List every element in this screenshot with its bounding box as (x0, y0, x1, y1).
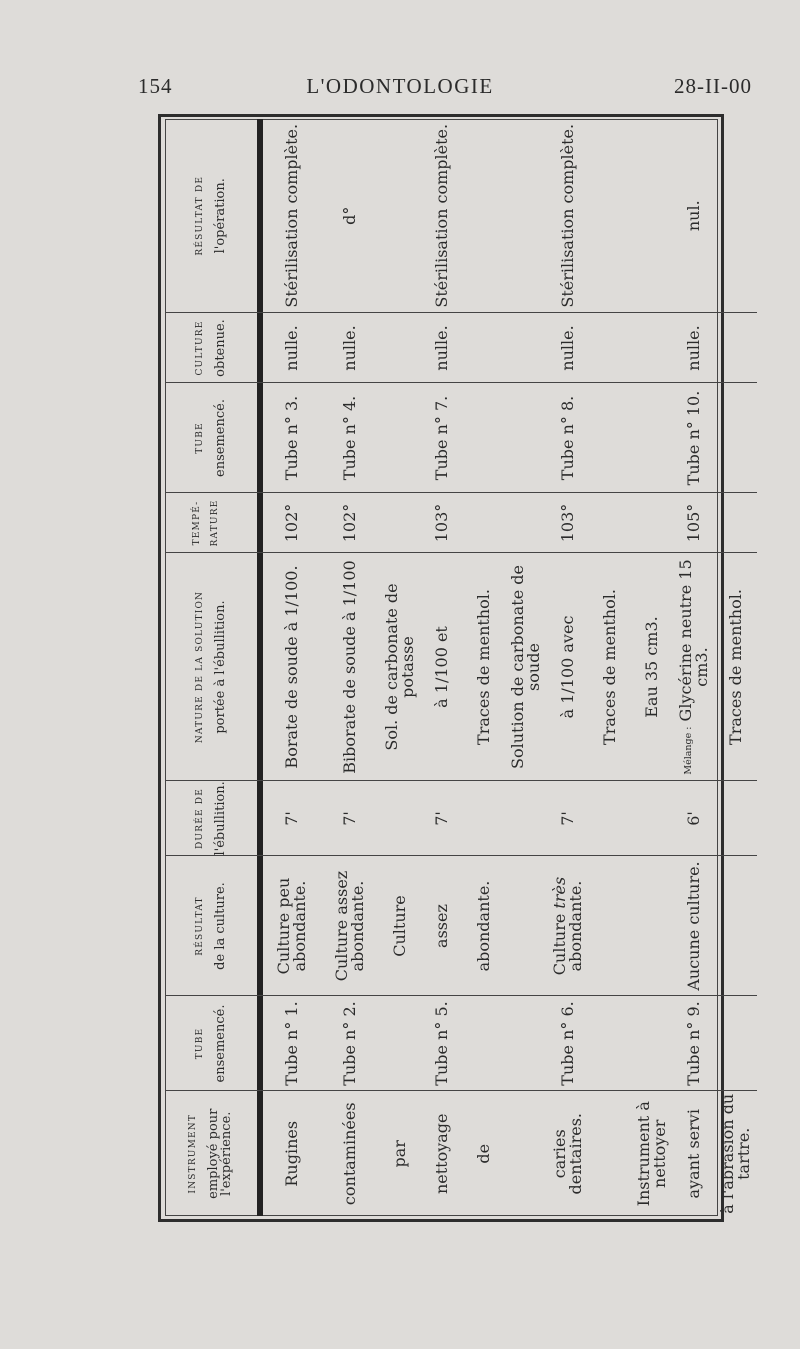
cell-solution: à 1/100 et (421, 553, 463, 781)
page-number: 154 (138, 74, 173, 98)
table-header-row (165, 119, 257, 1216)
rotated-table (165, 119, 753, 1216)
cell-tube2: Tube n° 7. (421, 383, 463, 493)
cell-solution: Solution de carbonate de soude (505, 553, 547, 781)
cell-duree: 7' (321, 781, 379, 856)
col-header-duree: DURÉE DE l'ébullition. (165, 781, 257, 856)
cell-instrument (589, 1091, 631, 1216)
col-header-culture: CULTURE obtenue. (165, 313, 257, 383)
cell-instrument: de (474, 1143, 493, 1164)
cell-resultat (505, 856, 547, 996)
cell-solution: Traces de menthol. (715, 553, 757, 781)
cell-resultat-op (463, 119, 505, 313)
cell-tube2 (463, 383, 505, 493)
cell-resultat-op: Stérilisation complète. (421, 119, 463, 313)
cell-instrument: nettoyage (432, 1113, 451, 1195)
cell-duree: 7' (421, 781, 463, 856)
cell-instrument: par (390, 1140, 409, 1168)
issue-date: 28-II-00 (674, 74, 752, 98)
cell-instrument: Rugines (282, 1120, 301, 1187)
table-row (631, 119, 673, 1216)
cell-culture: nulle. (547, 313, 589, 383)
cell-culture: nulle. (421, 313, 463, 383)
cell-temperature: 102° (321, 493, 379, 553)
table-row (463, 119, 505, 1216)
cell-tube: Tube n° 5. (421, 996, 463, 1091)
cell-tube2 (505, 383, 547, 493)
cell-resultat (715, 856, 757, 996)
cell-instrument: contaminées (340, 1102, 359, 1206)
cell-resultat (631, 856, 673, 996)
table-row (421, 119, 463, 1216)
cell-resultat: Culture (379, 856, 421, 996)
cell-resultat-op: nul. (673, 119, 715, 313)
cell-temperature (589, 493, 631, 553)
cell-instrument: ayant servi (684, 1109, 703, 1199)
emphasis-tres: très (550, 876, 569, 909)
cell-tube2: Tube n° 8. (547, 383, 589, 493)
cell-tube2: Tube n° 4. (321, 383, 379, 493)
cell-tube (631, 996, 673, 1091)
table-row (379, 119, 421, 1216)
table-row (547, 119, 589, 1216)
col-header-tube: TUBE ensemencé. (165, 996, 257, 1091)
cell-resultat: Culture très abondante. (547, 856, 589, 996)
cell-duree (631, 781, 673, 856)
cell-resultat-op: d° (321, 119, 379, 313)
cell-duree (505, 781, 547, 856)
cell-resultat-op: Stérilisation complète. (547, 119, 589, 313)
cell-resultat-op (505, 119, 547, 313)
cell-tube: Tube n° 2. (321, 996, 379, 1091)
cell-tube2 (589, 383, 631, 493)
cell-culture (715, 313, 757, 383)
table-row (505, 119, 547, 1216)
col-header-resultat-op: RÉSULTAT DE l'opération. (165, 119, 257, 313)
table-row (673, 119, 715, 1216)
mixture-label: Mélange : (683, 726, 694, 775)
col-header-instrument: INSTRUMENT employé pour l'expérience. (188, 1108, 234, 1199)
cell-resultat: abondante. (463, 856, 505, 996)
cell-culture: nulle. (673, 313, 715, 383)
cell-tube (589, 996, 631, 1091)
cell-culture: nulle. (321, 313, 379, 383)
cell-solution: Biborate de soude à 1/100 (321, 553, 379, 781)
cell-culture (463, 313, 505, 383)
cell-resultat: assez (421, 856, 463, 996)
cell-resultat-op: Stérilisation complète. (263, 119, 321, 313)
cell-instrument: caries dentaires. (550, 1113, 585, 1195)
cell-resultat: Aucune culture. (673, 856, 715, 996)
cell-duree (463, 781, 505, 856)
cell-tube2: Tube n° 3. (263, 383, 321, 493)
cell-tube (379, 996, 421, 1091)
cell-solution: Borate de soude à 1/100. (263, 553, 321, 781)
cell-solution: à 1/100 avec (547, 553, 589, 781)
cell-culture (505, 313, 547, 383)
cell-resultat: Culture peu abondante. (263, 856, 321, 996)
cell-temperature (463, 493, 505, 553)
cell-tube: Tube n° 1. (263, 996, 321, 1091)
table-row (263, 119, 321, 1216)
cell-tube2 (715, 383, 757, 493)
cell-duree: 6' (673, 781, 715, 856)
cell-tube2 (631, 383, 673, 493)
cell-temperature: 102° (263, 493, 321, 553)
cell-solution: Traces de menthol. (589, 553, 631, 781)
cell-resultat-op (631, 119, 673, 313)
cell-temperature (715, 493, 757, 553)
cell-solution: Traces de menthol. (463, 553, 505, 781)
cell-solution: Mélange : Glycérine neutre 15 cm3. (673, 553, 715, 781)
experiment-table (165, 119, 757, 1216)
cell-solution: Eau 35 cm3. (631, 553, 673, 781)
cell-instrument: à l'abrasion du tartre. (718, 1093, 753, 1214)
cell-temperature: 105° (673, 493, 715, 553)
table-row (589, 119, 631, 1216)
cell-duree: 7' (547, 781, 589, 856)
cell-duree: 7' (263, 781, 321, 856)
cell-resultat-op (589, 119, 631, 313)
col-header-temperature: TEMPÉ- RATURE (165, 493, 257, 553)
cell-temperature (631, 493, 673, 553)
cell-solution: Sol. de carbonate de potasse (379, 553, 421, 781)
col-header-resultat: RÉSULTAT de la culture. (165, 856, 257, 996)
cell-temperature (505, 493, 547, 553)
col-header-tube2: TUBE ensemencé. (165, 383, 257, 493)
cell-resultat (589, 856, 631, 996)
cell-tube2: Tube n° 10. (673, 383, 715, 493)
cell-culture (631, 313, 673, 383)
cell-tube: Tube n° 9. (673, 996, 715, 1091)
table-row (715, 119, 757, 1216)
col-header-solution: NATURE DE LA SOLUTION portée à l'ébullition. (165, 553, 257, 781)
cell-tube (463, 996, 505, 1091)
cell-tube2 (379, 383, 421, 493)
cell-culture (589, 313, 631, 383)
table-row (321, 119, 379, 1216)
cell-resultat-op (379, 119, 421, 313)
cell-resultat-op (715, 119, 757, 313)
cell-temperature: 103° (547, 493, 589, 553)
cell-culture: nulle. (263, 313, 321, 383)
cell-culture (379, 313, 421, 383)
cell-temperature: 103° (421, 493, 463, 553)
cell-resultat: Culture assez abondante. (321, 856, 379, 996)
cell-duree (589, 781, 631, 856)
cell-instrument (505, 1091, 547, 1216)
cell-instrument: Instrument à nettoyer (634, 1101, 669, 1207)
cell-tube: Tube n° 6. (547, 996, 589, 1091)
journal-title: L'ODONTOLOGIE (306, 74, 494, 98)
cell-tube (715, 996, 757, 1091)
cell-duree (379, 781, 421, 856)
cell-temperature (379, 493, 421, 553)
cell-tube (505, 996, 547, 1091)
cell-duree (715, 781, 757, 856)
